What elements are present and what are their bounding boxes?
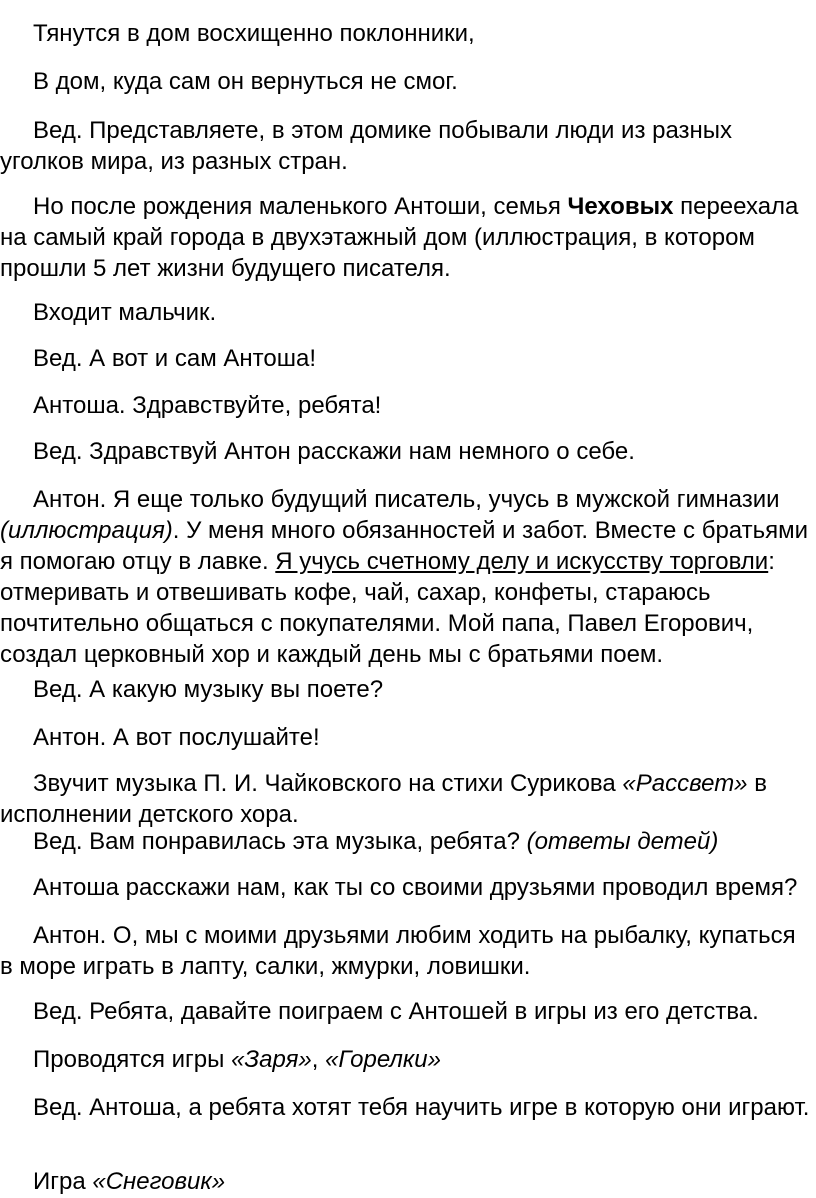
paragraph: В дом, куда сам он вернуться не смог. [33,68,458,95]
paragraph: Входит мальчик. [33,299,217,326]
paragraph: Но после рождения маленького Антоши, семья Чеховых переехала на самый край города в двухэтажный дом (иллюстрация, в котором прошли 5 лет жизни будущего писателя. [0,193,799,282]
italic-text: (иллюстрация) [0,517,173,544]
paragraph: Вед. Представляете, в этом домике побывали люди из разных уголков мира, из разных стран. [0,117,733,175]
paragraph: Антон. Я еще только будущий писатель, учусь в мужской гимназии (иллюстрация). У меня много обязанностей и забот. Вместе с братьями я помогаю отцу в лавке. Я учусь счетному делу и искусству торговли: отмеривать и отвешивать кофе, чай, сахар, конфеты, стараюсь почтительно общаться с покупателями. Мой папа, Павел Егорович, создал церковный хор и каждый день мы с братьями поем. [0,486,809,668]
paragraph: Вед. Антоша, а ребята хотят тебя научить игре в которую они играют. [33,1094,810,1121]
paragraph: Антон. А вот послушайте! [33,724,320,751]
paragraph: Игра «Снеговик» [33,1168,226,1195]
paragraph: Антоша расскажи нам, как ты со своими друзьями проводил время? [33,874,798,901]
italic-text: «Горелки» [325,1046,441,1073]
paragraph: Тянутся в дом восхищенно поклонники, [33,20,475,47]
paragraph: Вед. Ребята, давайте поиграем с Антошей в игры из его детства. [33,998,759,1025]
paragraph: Звучит музыка П. И. Чайковского на стихи Сурикова «Рассвет» в исполнении детского хора. [0,770,767,828]
paragraph: Вед. А вот и сам Антоша! [33,345,316,372]
italic-text: (ответы детей) [526,828,719,855]
paragraph: Вед. А какую музыку вы поете? [33,676,384,703]
paragraph: Вед. Здравствуй Антон расскажи нам немного о себе. [33,438,635,465]
italic-text: «Снеговик» [92,1168,226,1195]
paragraph: Антоша. Здравствуйте, ребята! [33,392,382,419]
paragraph: Проводятся игры «Заря», «Горелки» [33,1046,441,1073]
bold-text: Чеховых [567,193,674,220]
italic-text: «Рассвет» [622,770,748,797]
italic-text: «Заря» [231,1046,312,1073]
underlined-text: Я учусь счетному делу и искусству торговли [275,548,769,575]
paragraph: Антон. О, мы с моими друзьями любим ходить на рыбалку, купаться в море играть в лапту, салки, жмурки, ловишки. [0,922,796,980]
paragraph: Вед. Вам понравилась эта музыка, ребята? (ответы детей) [33,828,719,855]
